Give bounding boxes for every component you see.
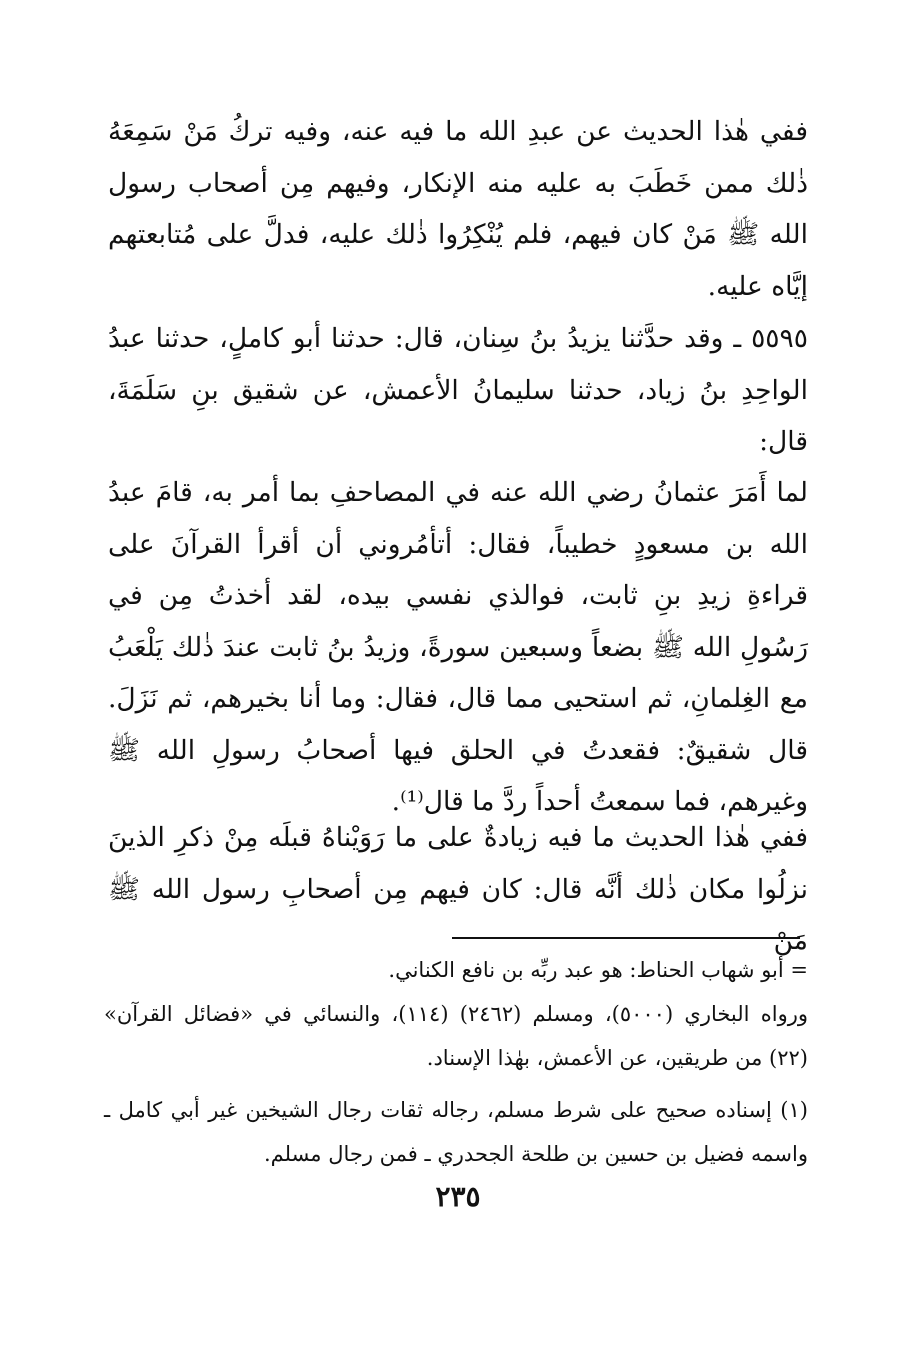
body-paragraph-1: ففي هٰذا الحديث عن عبدِ الله ما فيه عنه، وفيه تركُ مَنْ سَمِعَهُ ذٰلك ممن خَطَبَ به عليه منه الإنكار، وفيهم مِن أصحاب رسول الله ﷺ مَنْ كان فيهم، فلم يُنْكِرُوا ذٰلك عليه، فدلَّ على مُتابعتهم إيَّاه عليه. xyxy=(108,116,808,302)
footnote-takhrij: ورواه البخاري (٥٠٠٠)، ومسلم (٢٤٦٢) (١١٤)، والنسائي في «فضائل القرآن» (٢٢) من طريقين، عن الأعمش، بهٰذا الإسناد. xyxy=(104,1002,809,1070)
body-paragraph-4: ففي هٰذا الحديث ما فيه زيادةٌ على ما رَوَيْناهُ قبلَه مِنْ ذكرِ الذينَ نزلُوا مكان ذٰلك أنَّه قال: كان فيهم مِن أصحابِ رسول الله ﷺ مَنْ xyxy=(108,822,808,956)
page-number: ٢٣٥ xyxy=(435,1180,481,1213)
footnote-divider xyxy=(452,937,800,939)
footnote-1: (١) إسناده صحيح على شرط مسلم، رجاله ثقات رجال الشيخين غير أبي كامل ـ واسمه فضيل بن حسين بن طلحة الجحدري ـ فمن رجال مسلم. xyxy=(104,1098,808,1166)
hadith-text-paragraph: لما أَمَرَ عثمانُ رضي الله عنه في المصاحفِ بما أمر به، قامَ عبدُ الله بن مسعودٍ خطيباً، فقال: أتأمُروني أن أقرأ القرآنَ على قراءةِ زيدِ بنِ ثابت، فوالذي نفسي بيده، لقد أخذتُ مِن في رَسُولِ الله ﷺ بضعاً وسبعين سورةً، وزيدُ بنُ ثابت عندَ ذٰلك يَلْعَبُ مع الغِلمانِ، ثم استحيى مما قال، فقال: وما أنا بخيرهم، ثم نَزَلَ. قال شقيقٌ: فقعدتُ في الحلق فيها أصحابُ رسولِ الله ﷺ وغيرهم، فما سمعتُ أحداً ردَّ ما قال⁽¹⁾. xyxy=(108,477,808,817)
hadith-chain-paragraph: ٥٥٩٥ ـ وقد حدَّثنا يزيدُ بنُ سِنان، قال: حدثنا أبو كاملٍ، حدثنا عبدُ الواحِدِ بنُ زياد، حدثنا سليمانُ الأعمش، عن شقيق بنِ سَلَمَةَ، قال: xyxy=(108,323,808,457)
footnote-continuation: = أبو شهاب الحناط: هو عبد ربِّه بن نافع الكناني. xyxy=(388,958,808,982)
